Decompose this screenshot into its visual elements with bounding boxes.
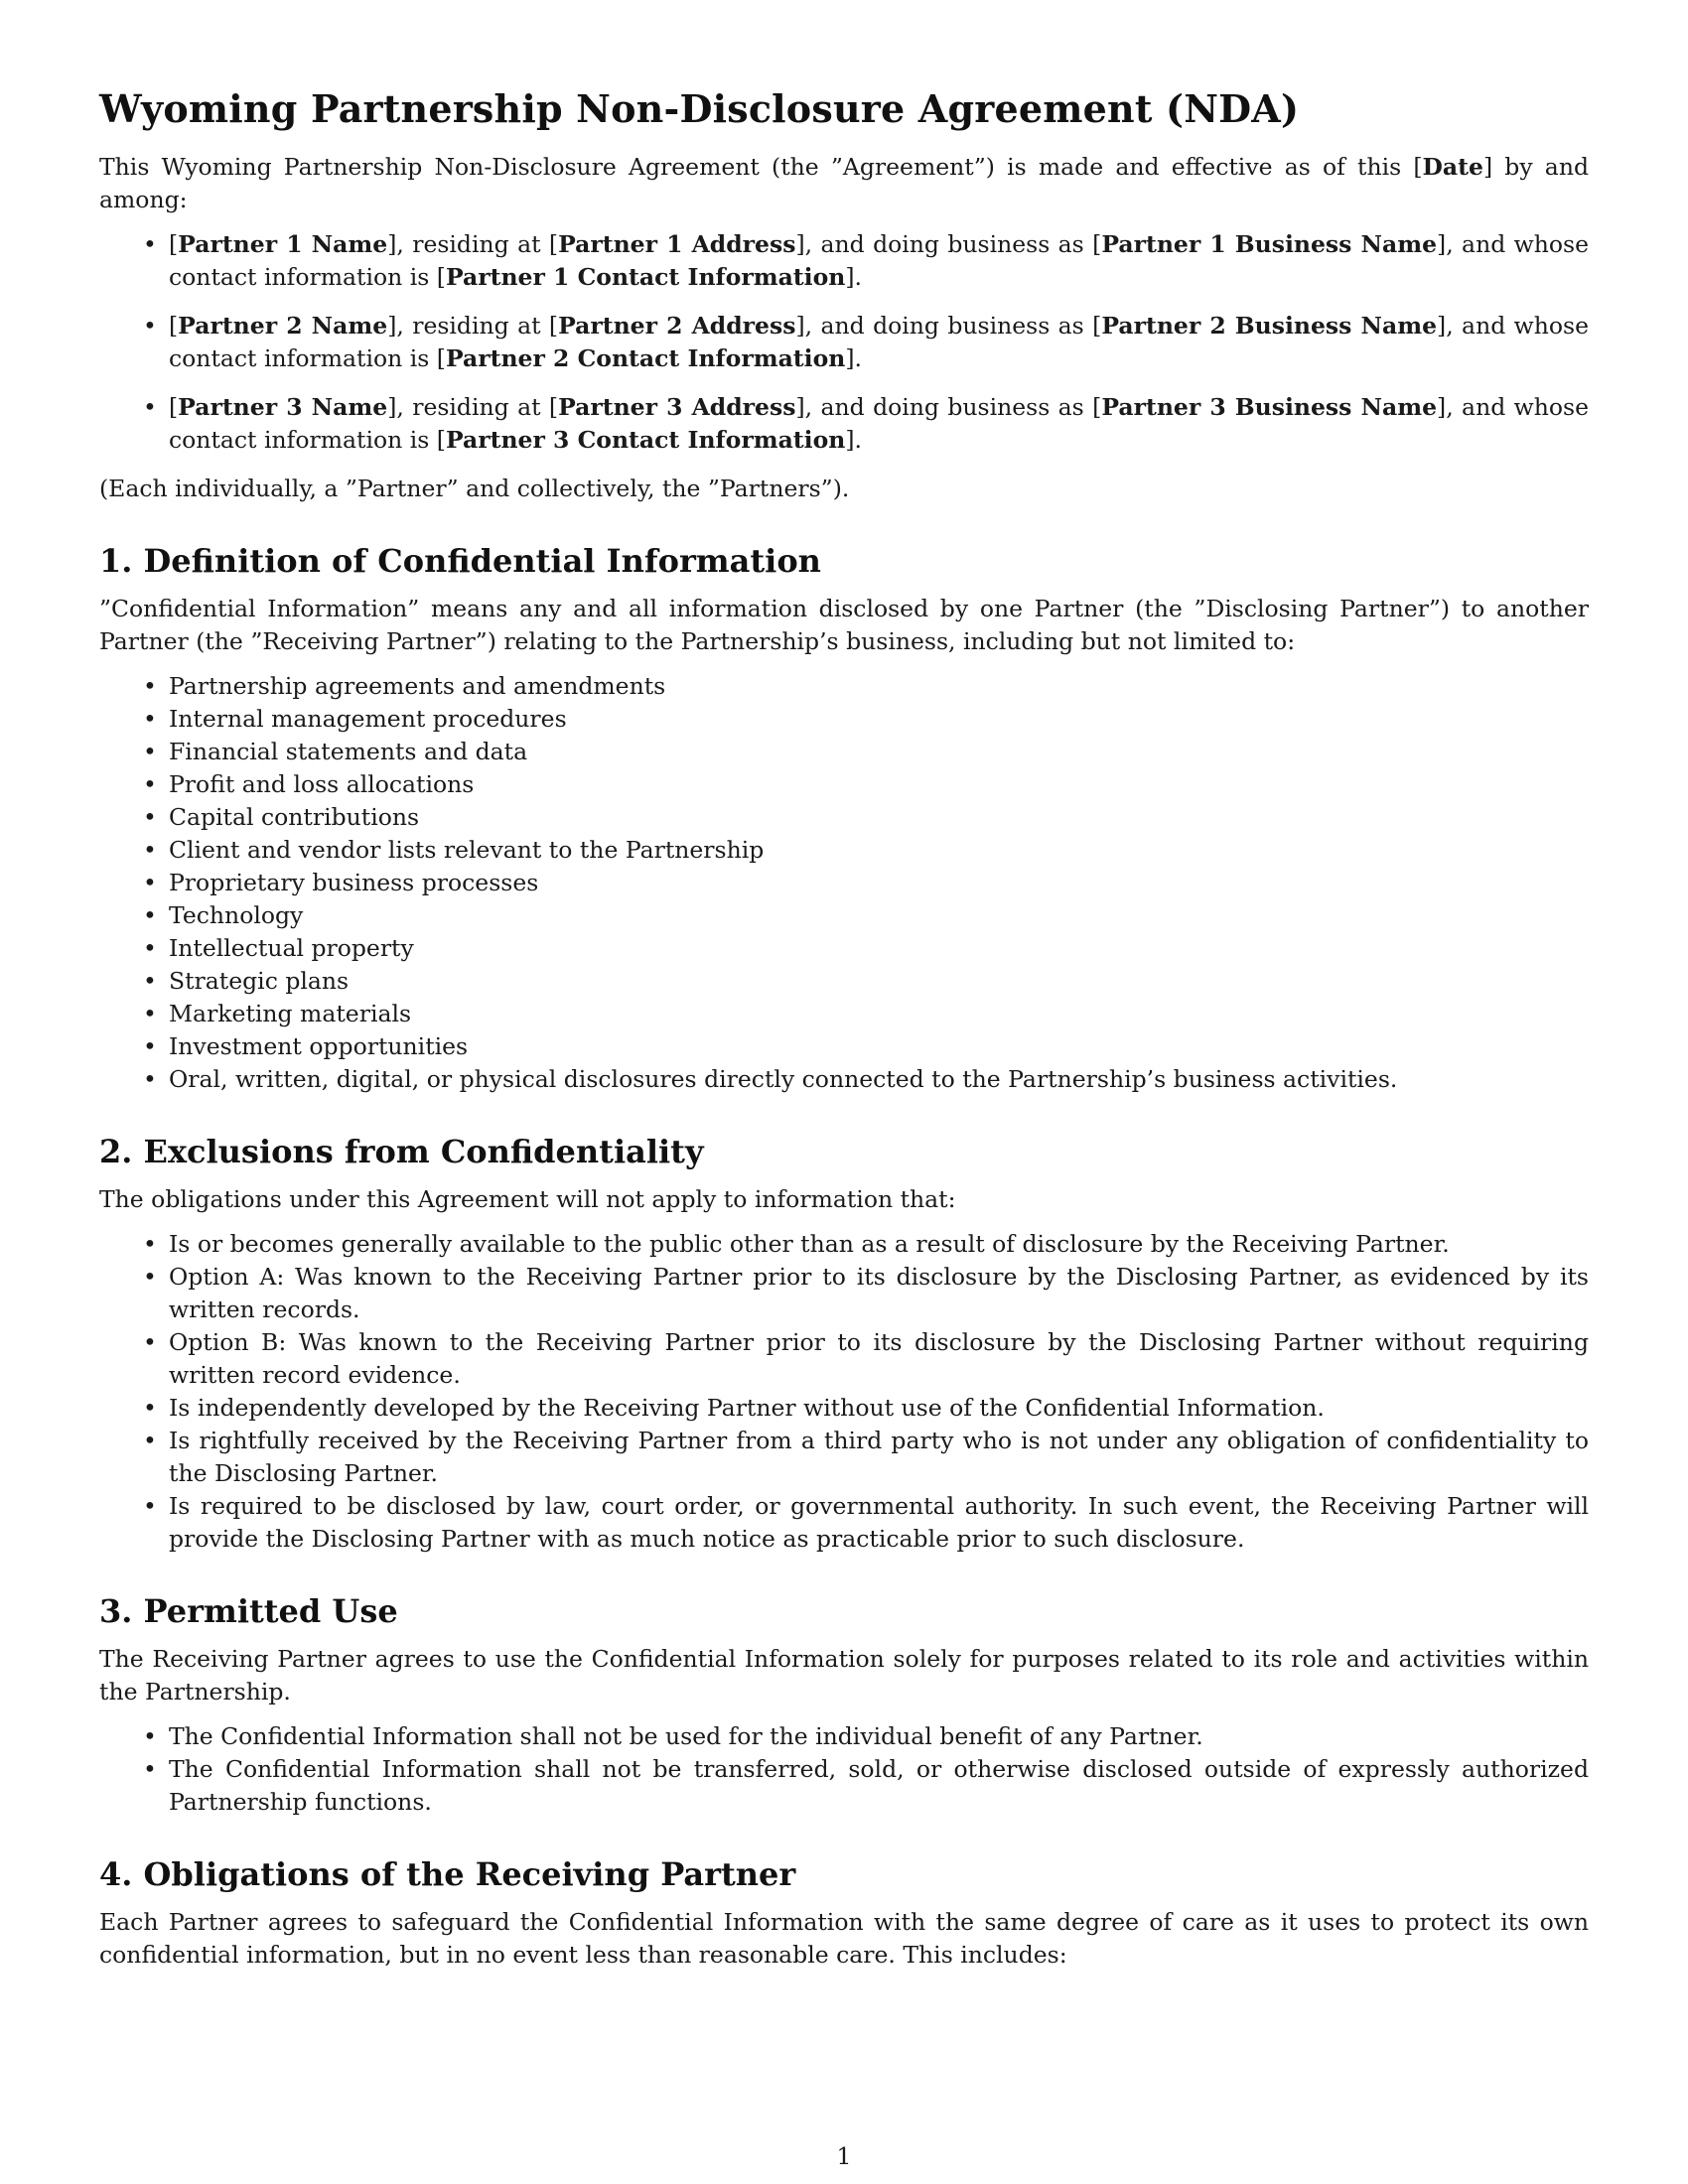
list-item: • Proprietary business processes: [169, 867, 1589, 899]
list-item: • Strategic plans: [169, 965, 1589, 998]
partner-name: Partner 3 Name: [178, 393, 388, 421]
date-placeholder: Date: [1422, 153, 1483, 181]
list-item: • Client and vendor lists relevant to the Partnership: [169, 834, 1589, 867]
section-heading: 4. Obligations of the Receiving Partner: [99, 1855, 796, 1893]
list-item: • Is required to be disclosed by law, court order, or governmental authority. In such event, the Receiving Partner will provide the Disclosing Partner with as much notice as practicable prior to such disclosure.: [169, 1490, 1589, 1556]
section-heading: 1. Definition of Confidential Information: [99, 542, 821, 580]
partner-name: Partner 2 Name: [178, 312, 388, 340]
section-list: [99, 670, 1589, 1096]
partner-address: Partner 2 Address: [558, 312, 796, 340]
list-item: • Investment opportunities: [169, 1030, 1589, 1063]
partner-contact: Partner 1 Contact Information: [445, 263, 846, 291]
section-list: [99, 1720, 1589, 1819]
partner-item: • [Partner 2 Name], residing at [Partner 2 Address], and doing business as [Partner 2 Business Name], and whose contact information is [Partner 2 Contact Information].: [169, 310, 1589, 375]
sections-container: [99, 541, 1589, 1972]
partner-business-name: Partner 1 Business Name: [1101, 230, 1438, 258]
list-item: • Is independently developed by the Receiving Partner without use of the Confidential Information.: [169, 1392, 1589, 1425]
list-item: • Partnership agreements and amendments: [169, 670, 1589, 703]
list-item: • Marketing materials: [169, 998, 1589, 1030]
partner-business-name: Partner 3 Business Name: [1101, 393, 1438, 421]
section-heading: 3. Permitted Use: [99, 1592, 398, 1630]
list-item: • Is or becomes generally available to the public other than as a result of disclosure by the Receiving Partner.: [169, 1228, 1589, 1261]
section-heading: 2. Exclusions from Confidentiality: [99, 1133, 704, 1170]
list-item: • Technology: [169, 899, 1589, 932]
collective-definition: (Each individually, a ”Partner” and collectively, the ”Partners”).: [99, 475, 850, 502]
document-page: [99, 85, 1589, 1983]
partner-address: Partner 3 Address: [558, 393, 796, 421]
partner-name: Partner 1 Name: [178, 230, 388, 258]
partner-contact: Partner 2 Contact Information: [445, 344, 846, 372]
list-item: • The Confidential Information shall not be transferred, sold, or otherwise disclosed outside of expressly authorized Partnership functions.: [169, 1753, 1589, 1819]
partner-item: • [Partner 3 Name], residing at [Partner 3 Address], and doing business as [Partner 3 Business Name], and whose contact information is [Partner 3 Contact Information].: [169, 391, 1589, 457]
section-intro: Each Partner agrees to safeguard the Confidential Information with the same degree of care as it uses to protect its own confidential information, but in no event less than reasonable care. This includes:: [99, 1908, 1589, 1969]
partner-business-name: Partner 2 Business Name: [1101, 312, 1438, 340]
list-item: • Option B: Was known to the Receiving Partner prior to its disclosure by the Disclosing Partner without requiring written record evidence.: [169, 1326, 1589, 1392]
section-intro: ”Confidential Information” means any and all information disclosed by one Partner (the ”Disclosing Partner”) to another Partner (the ”Receiving Partner”) relating to the Partnership’s business, including but not limited to:: [99, 595, 1589, 655]
list-item: • Profit and loss allocations: [169, 768, 1589, 801]
section-intro: The obligations under this Agreement will not apply to information that:: [99, 1185, 956, 1213]
list-item: • Option A: Was known to the Receiving Partner prior to its disclosure by the Disclosing Partner, as evidenced by its written records.: [169, 1261, 1589, 1326]
intro-paragraph: [99, 151, 1589, 216]
list-item: • Capital contributions: [169, 801, 1589, 834]
list-item: • Oral, written, digital, or physical disclosures directly connected to the Partnership’s business activities.: [169, 1063, 1589, 1096]
section-intro: The Receiving Partner agrees to use the Confidential Information solely for purposes related to its role and activities within the Partnership.: [99, 1645, 1589, 1706]
partner-address: Partner 1 Address: [558, 230, 796, 258]
partner-list: [99, 228, 1589, 457]
document-title: Wyoming Partnership Non-Disclosure Agreement (NDA): [99, 86, 1300, 131]
section-list: [99, 1228, 1589, 1556]
list-item: • The Confidential Information shall not be used for the individual benefit of any Partner.: [169, 1720, 1589, 1753]
intro-text-end: ] by and among:: [99, 153, 1589, 213]
intro-text: This Wyoming Partnership Non-Disclosure Agreement (the ”Agreement”) is made and effective as of this [: [99, 153, 1423, 181]
list-item: • Financial statements and data: [169, 736, 1589, 768]
list-item: • Is rightfully received by the Receiving Partner from a third party who is not under any obligation of confidentiality to the Disclosing Partner.: [169, 1425, 1589, 1490]
page-number: 1: [836, 2142, 852, 2170]
partner-item: • [Partner 1 Name], residing at [Partner 1 Address], and doing business as [Partner 1 Business Name], and whose contact information is [Partner 1 Contact Information].: [169, 228, 1589, 294]
list-item: • Internal management procedures: [169, 703, 1589, 736]
list-item: • Intellectual property: [169, 932, 1589, 965]
partner-contact: Partner 3 Contact Information: [445, 426, 846, 454]
